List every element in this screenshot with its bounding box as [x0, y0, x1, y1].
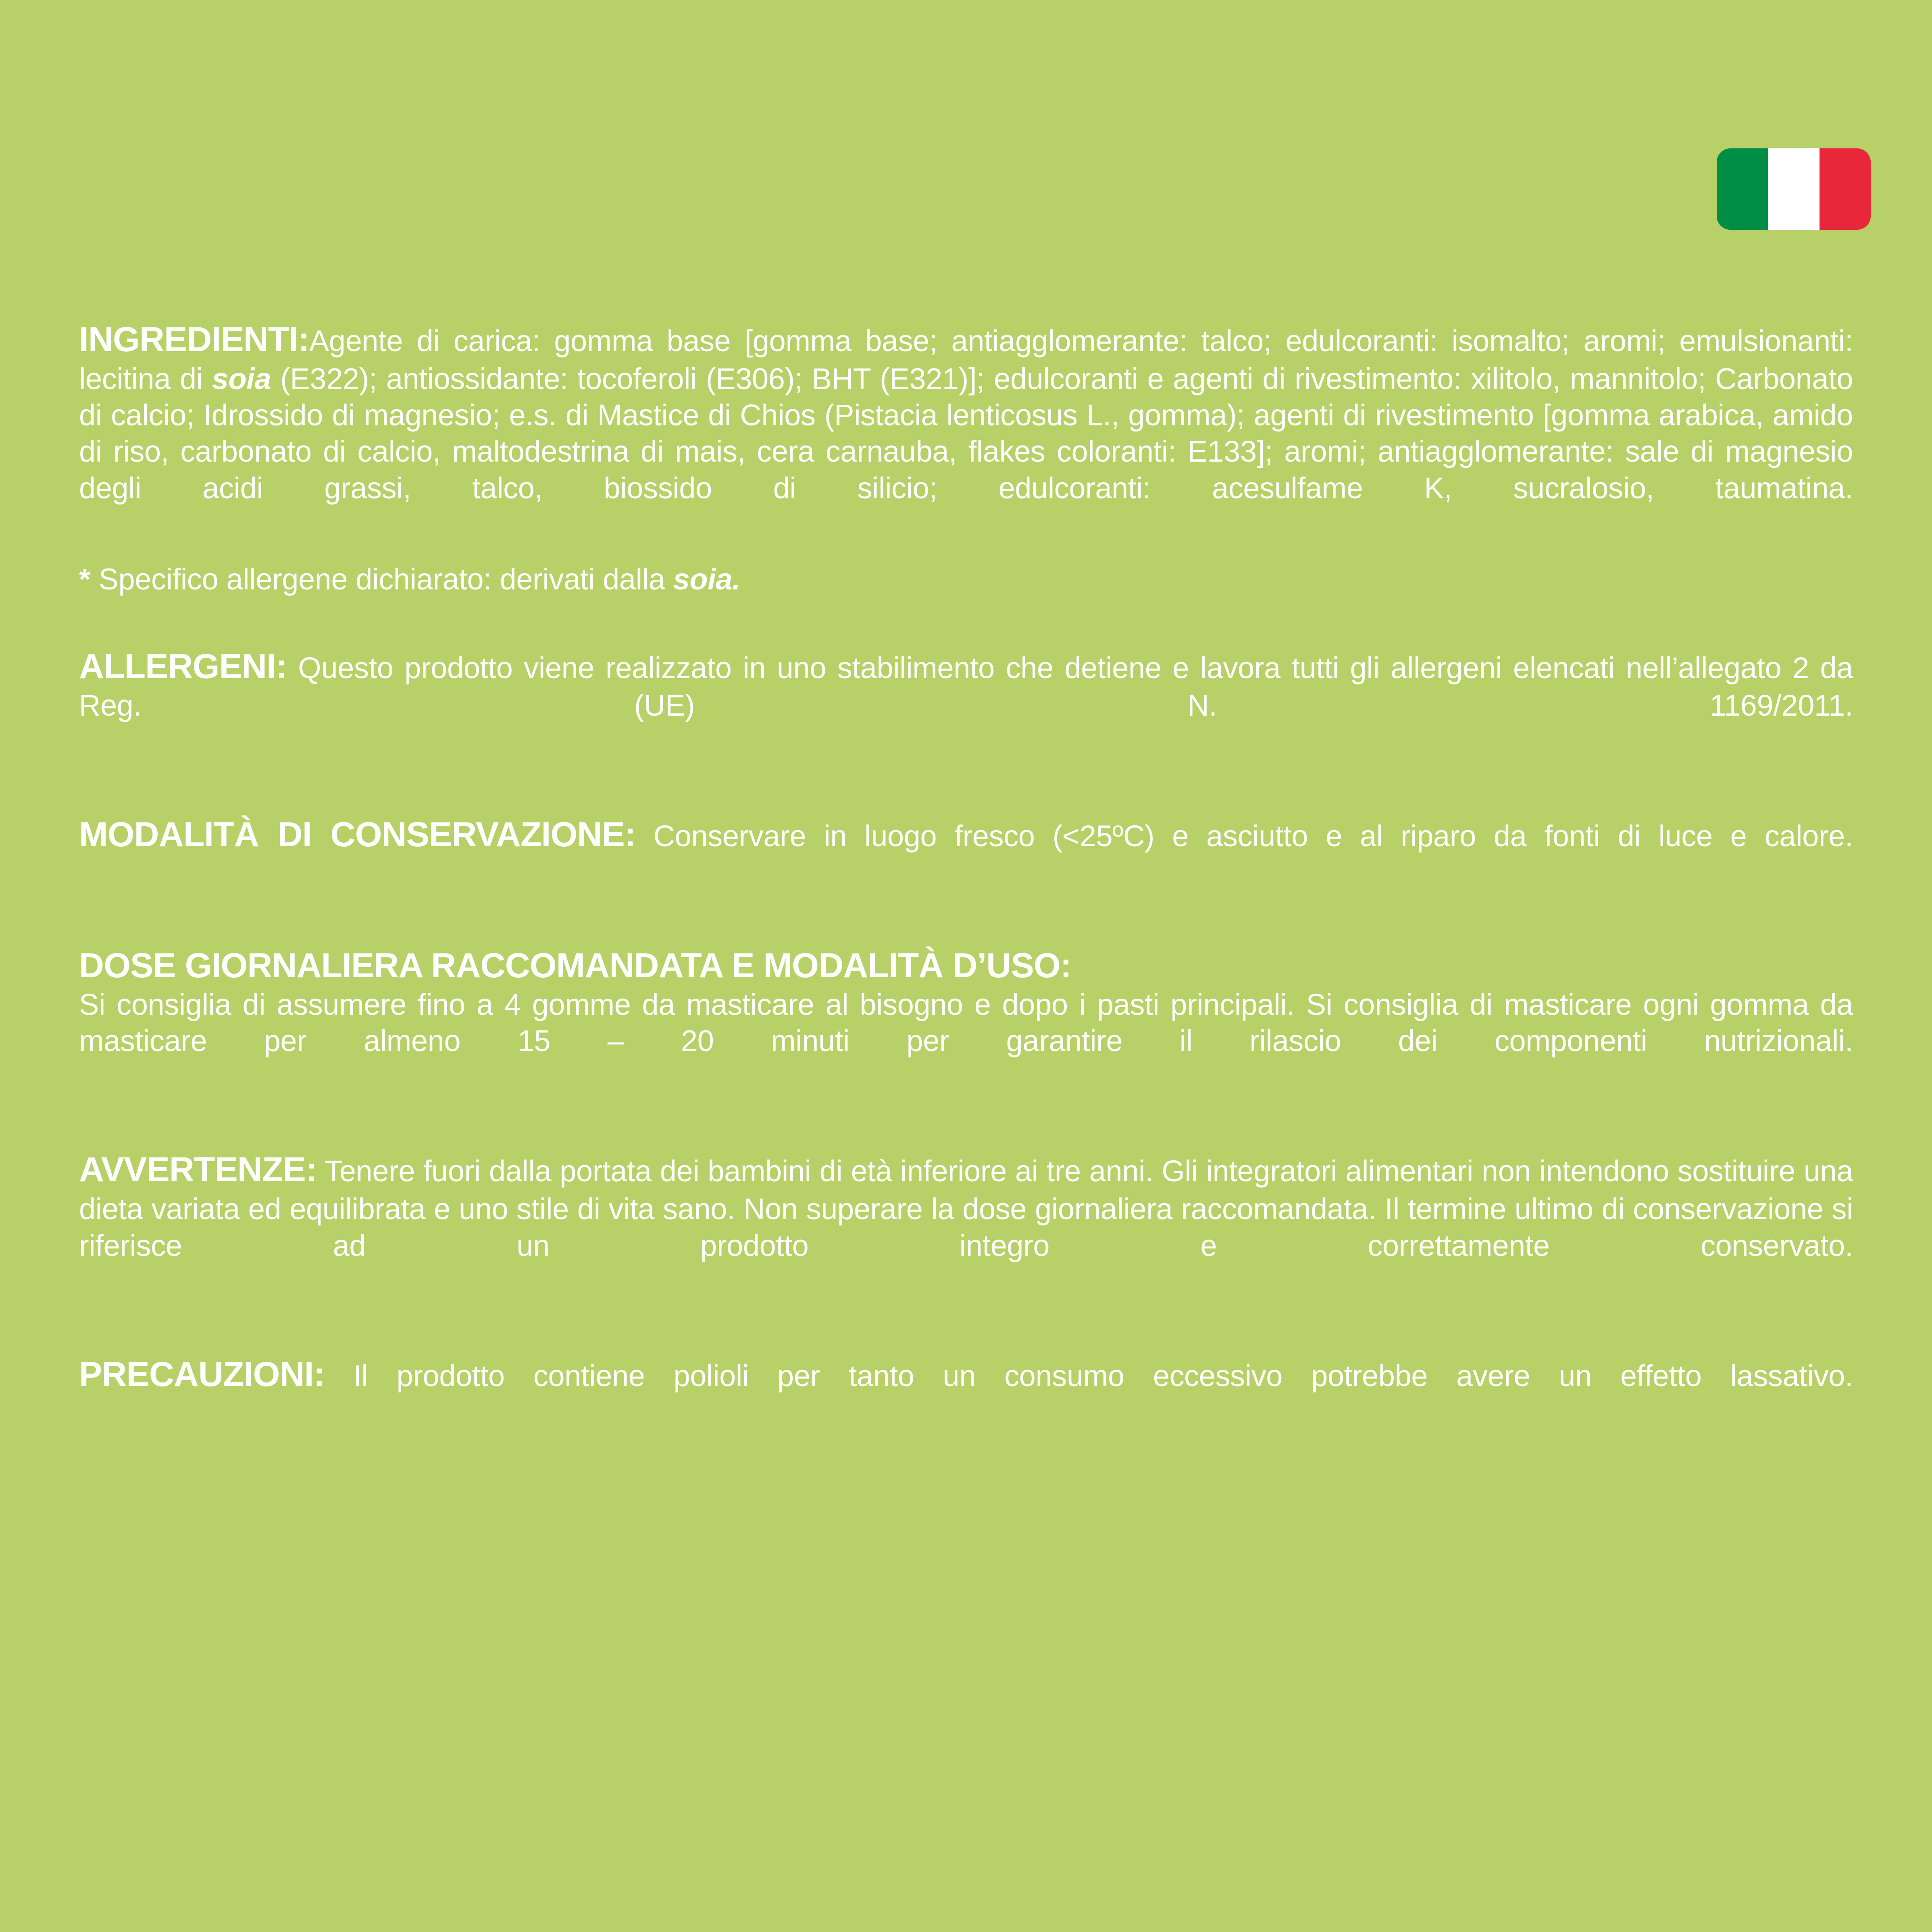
spacer-after-modalita-conservazione	[79, 892, 1853, 945]
section-modalita-conservazione-heading: MODALITÀ DI CONSERVAZIONE:	[79, 815, 636, 854]
section-dose-giornaliera-heading: DOSE GIORNALIERA RACCOMANDATA E MODALITÀ D’USO:	[79, 946, 1072, 985]
section-avvertenze-text	[79, 1149, 1853, 1300]
label-text-content	[79, 319, 1853, 1432]
dose-giornaliera-body: Si consiglia di assumere fino a 4 gomme da masticare al bisogno e dopo i pasti principali. Si consiglia di masticare ogni gomma da masticare per almeno 15 – 20 minuti per garantire il rilascio dei componenti nutrizionali.	[79, 987, 1853, 1058]
section-precauzioni-heading: PRECAUZIONI:	[79, 1355, 325, 1394]
section-modalita-conservazione	[79, 814, 1853, 892]
section-precauzioni	[79, 1353, 1853, 1432]
section-allergeni-heading: ALLERGENI:	[79, 647, 287, 686]
allergene-asterisk: *	[79, 562, 91, 596]
section-avvertenze	[79, 1149, 1853, 1300]
section-allergeni	[79, 645, 1853, 760]
section-precauzioni-text	[79, 1353, 1853, 1432]
section-modalita-conservazione-text	[79, 814, 1853, 892]
modalita-conservazione-body: Conservare in luogo fresco (<25ºC) e asciutto e al riparo da fonti di luce e calore.	[635, 819, 1853, 853]
spacer-after-ingredienti	[79, 543, 1853, 561]
flag-band-red	[1820, 148, 1871, 230]
section-ingredienti	[79, 319, 1853, 543]
section-ingredienti-heading: INGREDIENTI:	[79, 320, 309, 359]
section-allergene-nota-text	[79, 561, 1853, 598]
italian-flag	[1717, 148, 1871, 230]
avvertenze-body: Tenere fuori dalla portata dei bambini di età inferiore ai tre anni. Gli integratori alimentari non intendono sostituire una dieta variata ed equilibrata e uno stile di vita sano. Non superare la dose giornaliera raccomandata. Il termine ultimo di conservazione si riferisce ad un prodotto integro e correttamente conservato.	[79, 1154, 1853, 1262]
section-ingredienti-text	[79, 319, 1853, 543]
precauzioni-body: Il prodotto contiene polioli per tanto un consumo eccessivo potrebbe avere un effetto lassativo.	[325, 1359, 1853, 1393]
flag-band-white	[1768, 148, 1819, 230]
section-avvertenze-heading: AVVERTENZE:	[79, 1150, 317, 1189]
spacer-after-allergene-nota	[79, 598, 1853, 645]
ingredienti-body-part-1: Agente di carica: gomma base [gomma base; antiagglomerante: talco; edulcoranti: isomalto; aromi; emulsionanti: lecitina di	[79, 324, 1853, 396]
section-dose-giornaliera	[79, 945, 1853, 1095]
spacer-after-dose-giornaliera	[79, 1095, 1853, 1149]
spacer-after-allergeni	[79, 760, 1853, 814]
section-allergene-nota	[79, 561, 1853, 598]
allergene-nota-soia: soia.	[673, 562, 741, 596]
allergeni-body: Questo prodotto viene realizzato in uno stabilimento che detiene e lavora tutti gli allergeni elencati nell’allegato 2 da Reg. (UE) N. 1169/2011.	[79, 651, 1853, 722]
flag-band-green	[1717, 148, 1768, 230]
section-dose-giornaliera-text	[79, 987, 1853, 1096]
flag-icon	[1717, 148, 1871, 230]
section-allergeni-text	[79, 645, 1853, 760]
allergene-nota-body: Specifico allergene dichiarato: derivati dalla	[90, 562, 673, 596]
ingredienti-allergen-soia: soia	[212, 362, 271, 396]
ingredienti-body-part-2: (E322); antiossidante: tocoferoli (E306); BHT (E321)]; edulcoranti e agenti di rivestimento: xilitolo, mannitolo; Carbonato di calcio; Idrossido di magnesio; e.s. di Mastice di Chios (Pistacia lenticosus L., gomma); agenti di rivestimento [gomma arabica, amido di riso, carbonato di calcio, maltodestrina di mais, cera carnauba, flakes coloranti: E133]; aromi; antiagglomerante: sale di magnesio degli acidi grassi, talco, biossido di silicio; edulcoranti: acesulfame K, sucralosio, taumatina.	[79, 362, 1853, 505]
spacer-after-avvertenze	[79, 1300, 1853, 1353]
